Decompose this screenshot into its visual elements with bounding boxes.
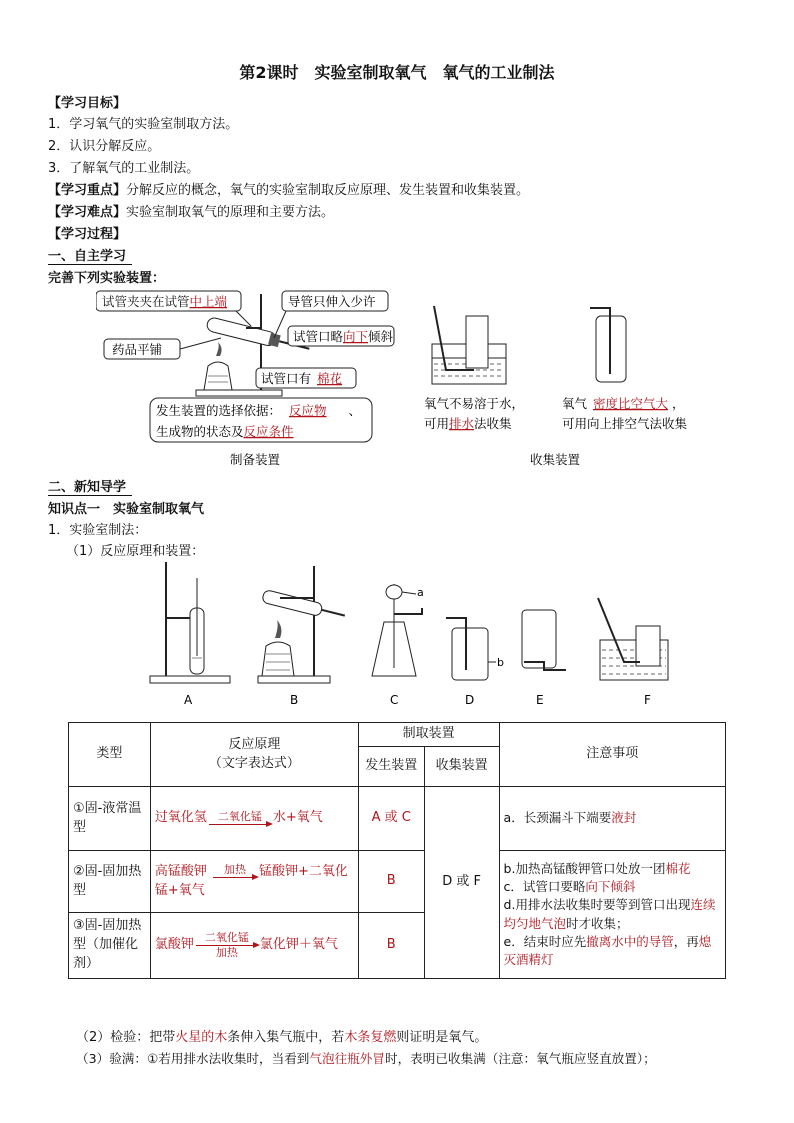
reactant: 过氧化氢 (154, 810, 207, 826)
svg-text:生成物的状态及反应条件 (156, 424, 294, 439)
basis-answer-2: 反应条件 (243, 424, 294, 439)
clamp-answer: 中上端 (189, 294, 228, 309)
row-equation (150, 913, 358, 979)
notes-cell (499, 851, 725, 979)
note-a-answer: 液封 (611, 810, 637, 826)
condition-top: 加热 (224, 862, 247, 876)
section1-subtitle: 完善下列实验装置： (48, 271, 166, 286)
row-generator: A 或 C (358, 787, 424, 851)
label-a: a (417, 586, 424, 599)
water-text-1: 氧气不易溶于水， (424, 396, 525, 411)
svg-text:试管口略向下倾斜 (293, 329, 394, 344)
reactant: 高锰酸钾 (154, 863, 207, 879)
note-d-end: 时才收集； (566, 915, 629, 931)
goals-header: 【学习目标】 (48, 96, 127, 111)
reactant: 氯酸钾 (154, 937, 194, 953)
cotton-label: 试管口有 (261, 371, 312, 386)
key-point-text: 分解反应的概念，氧气的实验室制取反应原理、发生装置和收集装置。 (126, 183, 530, 198)
item-1: 1．实验室制法： (48, 523, 148, 538)
note-e-mid: ，再 (673, 933, 699, 949)
reaction-arrow-icon (209, 824, 271, 825)
apparatus-a-icon (150, 562, 230, 683)
key-point-label: 【学习重点】 (48, 183, 127, 198)
product: 水+氧气 (272, 810, 323, 826)
apparatus-b-icon (258, 566, 346, 683)
check-answer-2: 木条复燃 (344, 1030, 397, 1045)
note-e-answer-2: 熄灭酒精灯 (503, 933, 712, 967)
condition-top: 二氧化锰 (204, 930, 249, 944)
note-b-answer: 棉花 (665, 861, 691, 877)
tube-label: 导管只伸入少许 (288, 294, 376, 309)
note-c-text: c．试管口要略 (503, 879, 586, 895)
cotton-answer: 棉花 (317, 371, 343, 386)
basis-label-2: 生成物的状态及 (156, 424, 244, 439)
check-text-3: 则证明是氧气。 (396, 1030, 488, 1045)
svg-text:试管口有棉花 (261, 371, 342, 386)
label-b: b (497, 656, 504, 669)
full-text-1: （3）验满：①若用排水法收集时，当看到 (76, 1051, 310, 1066)
row-equation (150, 851, 358, 913)
header-device: 制取装置 (358, 723, 499, 747)
svg-text:试管夹夹在试管中上端 (102, 294, 228, 309)
flame-icon (216, 342, 222, 356)
header-principle-line2: （文字表达式） (208, 755, 300, 771)
basis-answer-1: 反应物 (289, 403, 327, 418)
check-method (76, 1026, 487, 1045)
note-c (504, 878, 721, 896)
water-answer: 排水 (449, 416, 475, 431)
clamp-label: 试管夹夹在试管 (102, 294, 190, 309)
item-1-sub: （1）反应原理和装置： (66, 544, 205, 559)
row-generator: B (358, 913, 424, 979)
page-title: 第2课时 实验室制取氧气 氧气的工业制法 (239, 63, 555, 82)
row-collector: D 或 F (424, 787, 499, 979)
note-e-answer-1: 撤离水中的导管 (586, 933, 674, 949)
note-e-text: e．结束时应先 (503, 933, 587, 949)
condition-bottom: 加热 (215, 946, 238, 959)
product: 锰酸钾+二氧化锰+氧气 (154, 863, 348, 898)
note-c-answer: 向下倾斜 (585, 879, 636, 895)
check-answer-1: 火星的木 (175, 1030, 228, 1045)
section2-heading (48, 476, 132, 495)
water-text-2: 可用 (424, 416, 450, 431)
header-generator: 发生装置 (358, 747, 424, 787)
apparatus-label: B (290, 693, 299, 707)
table-row (69, 851, 726, 913)
section2-title: 二、新知导学 (48, 480, 132, 496)
reaction-arrow-icon (196, 945, 258, 946)
row-type: ②固-固加热型 (69, 851, 151, 913)
apparatus-label: C (390, 693, 399, 707)
section1-title: 一、自主学习 (48, 249, 132, 265)
basis-sep: 、 (348, 403, 362, 418)
oxygen-preparation-table (68, 722, 726, 979)
header-principle (150, 723, 358, 787)
mouth-label: 试管口略 (293, 329, 344, 344)
apparatus-label: A (184, 693, 193, 707)
prep-caption: 制备装置 (230, 452, 281, 467)
mouth-answer: 向下 (343, 329, 369, 344)
apparatus-c-icon (372, 584, 424, 676)
full-check-method (76, 1048, 656, 1067)
apparatus-diagram-1 (96, 286, 716, 474)
condition-top: 二氧化锰 (217, 809, 262, 823)
full-text-2: 时，表明已收集满（注意：氧气瓶应竖直放置）； (384, 1051, 656, 1066)
apparatus-e-icon (522, 610, 566, 670)
row-type: ③固-固加热型（加催化剂） (69, 913, 151, 979)
basis-label-1: 发生装置的选择依据： (156, 403, 282, 418)
stand-base (196, 390, 282, 396)
apparatus-f-icon (598, 598, 668, 680)
reaction-arrow-icon (213, 877, 257, 878)
air-text-2: 可用向上排空气法收集 (562, 416, 688, 431)
apparatus-d-icon (446, 618, 504, 680)
note-d-text: d.用排水法收集时要等到管口出现 (503, 897, 691, 913)
note-b (504, 860, 721, 878)
check-text-2: 条伸入集气瓶中，若 (227, 1030, 345, 1045)
goal-item: 3．了解氧气的工业制法。 (48, 161, 200, 176)
header-notes: 注意事项 (499, 723, 725, 787)
test-tube-icon (206, 317, 277, 348)
collect-caption: 收集装置 (530, 452, 581, 467)
header-principle-line1: 反应原理 (228, 736, 281, 752)
note-e (504, 933, 721, 969)
table-row (69, 787, 726, 851)
note-d-answer: 连续均匀地气泡 (503, 897, 716, 931)
row-type: ①固-液常温型 (69, 787, 151, 851)
full-answer: 气泡往瓶外冒 (309, 1051, 385, 1066)
drug-label: 药品平铺 (112, 342, 163, 357)
difficult-point-text: 实验室制取氧气的原理和主要方法。 (126, 205, 335, 220)
goal-item: 1．学习氧气的实验室制取方法。 (48, 117, 239, 132)
apparatus-diagram-2 (140, 558, 680, 710)
air-text-1: 氧气 (562, 396, 588, 411)
svg-text:可用排水法收集 (424, 416, 512, 431)
mouth-label-end: 倾斜 (368, 329, 394, 344)
knowledge-point-1: 知识点一 实验室制取氧气 (48, 502, 205, 517)
note-b-text: b.加热高锰酸钾管口处放一团 (503, 861, 666, 877)
key-point (48, 179, 529, 198)
apparatus-label: F (644, 693, 651, 707)
svg-text:氧气密度比空气大， (562, 396, 685, 411)
product: 氯化钾＋氧气 (259, 937, 338, 953)
note-d (504, 896, 721, 932)
apparatus-label: E (536, 693, 544, 707)
row-equation (150, 787, 358, 851)
section1-heading (48, 245, 132, 264)
row-generator: B (358, 851, 424, 913)
header-collector: 收集装置 (424, 747, 499, 787)
water-text-3: 法收集 (474, 416, 512, 431)
note-a-text: a．长颈漏斗下端要 (503, 810, 612, 826)
air-text-1-end: ， (672, 396, 685, 411)
check-text-1: （2）检验：把带 (76, 1030, 176, 1045)
gas-jar-inverted-icon (466, 316, 488, 368)
difficult-point (48, 201, 334, 220)
air-answer: 密度比空气大 (593, 396, 669, 411)
header-type: 类型 (69, 723, 151, 787)
process-header: 【学习过程】 (48, 227, 127, 242)
apparatus-label: D (465, 693, 475, 707)
goal-item: 2．认识分解反应。 (48, 139, 161, 154)
difficult-point-label: 【学习难点】 (48, 205, 127, 220)
note-a (499, 787, 725, 851)
